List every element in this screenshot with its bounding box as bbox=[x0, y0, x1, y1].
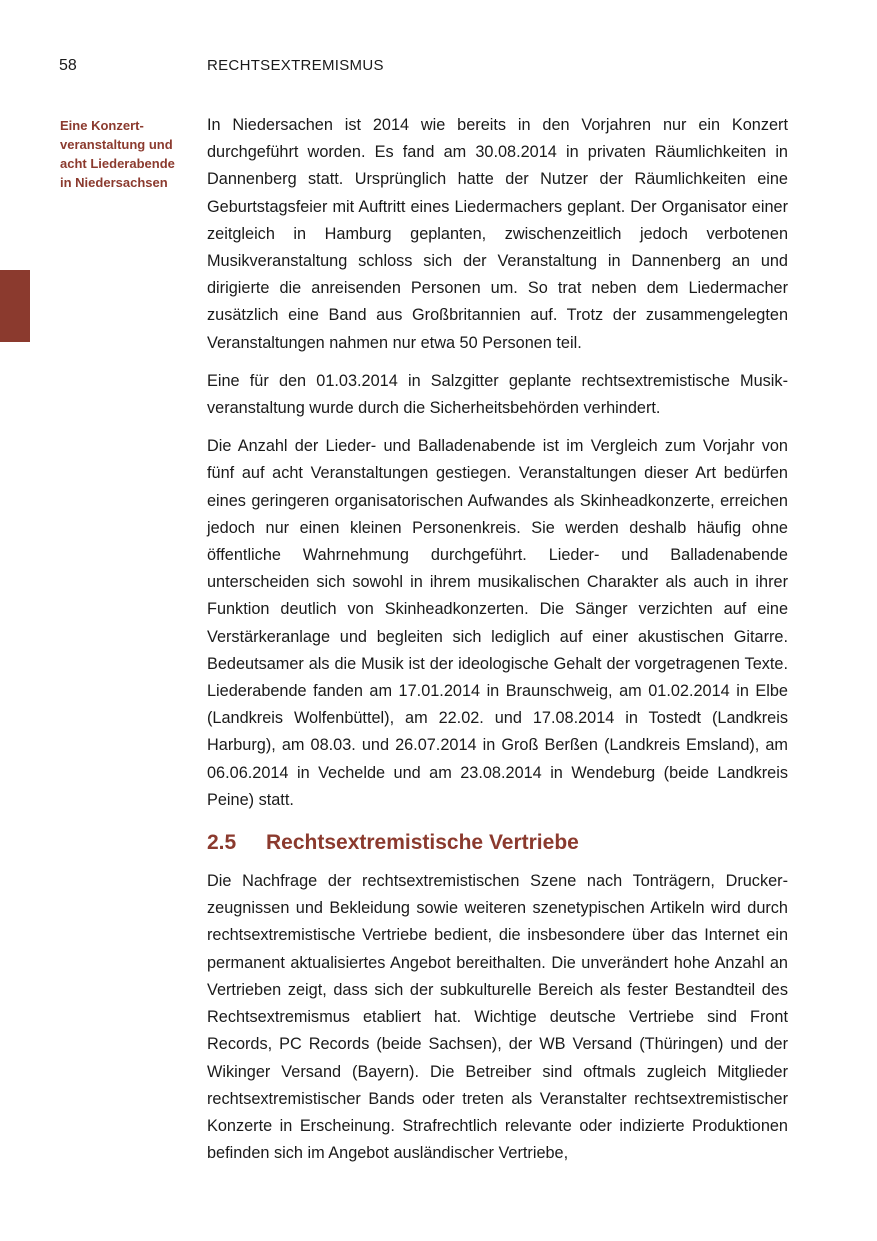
paragraph-concert: In Niedersachen ist 2014 wie bereits in den Vorjahren nur ein Konzert durchgeführt worden. Es fand am 30.08.2014 in privaten Räumlichkeiten in Dannenberg statt. Ursprünglich hatte der Nutzer der Räumlichkeiten eine Geburtstagsfeier mit Auftritt eines Liedermachers geplant. Der Organisator einer zeitgleich in Hamburg geplanten, zwischenzeitlich jedoch verbotenen Musikveranstaltung schloss sich der Veranstaltung in Dannenberg an und dirigierte die anreisenden Personen um. So trat neben dem Liedermacher zusätzlich eine Band aus Großbritannien auf. Trotz der zusammengelegten Veranstaltungen nahmen nur etwa 50 Personen teil. bbox=[207, 116, 788, 352]
page-number: 58 bbox=[59, 57, 77, 74]
body-text bbox=[207, 112, 788, 1178]
running-title: RECHTSEXTREMISMUS bbox=[207, 57, 384, 74]
section-heading bbox=[207, 828, 788, 858]
paragraph-vertriebe: Die Nachfrage der rechtsextremistischen Szene nach Tonträgern, Druckerzeugnissen und Bekleidung sowie weiteren szenetypischen Artikeln wird durch rechtsextremistische Vertriebe bedient, die insbesondere über das Internet ein permanent aktualisiertes Angebot bereithalten. Die unverändert hohe Anzahl an Vertrieben zeigt, dass sich der subkulturelle Bereich als fester Bestandteil des Rechtsextremismus etabliert hat. Wichtige deutsche Vertriebe sind Front Records, PC Records (beide Sachsen), der WB Versand (Thüringen) und der Wikinger Versand (Bayern). Die Betreiber sind oftmals zugleich Mitglieder rechtsextremistischer Bands oder treten als Veranstalter rechtsextremistischer Konzerte in Erscheinung. Strafrechtlich relevante oder indizierte Produktionen befinden sich im Angebot ausländischer Vertriebe, bbox=[207, 872, 788, 1163]
margin-note: Eine Konzertveranstaltung und acht Liederabende in Niedersachsen bbox=[60, 118, 175, 190]
paragraph-salzgitter: Eine für den 01.03.2014 in Salzgitter geplante rechtsextremistische Musikveranstaltung wurde durch die Sicherheitsbehörden verhindert. bbox=[207, 371, 788, 418]
section-number: 2.5 bbox=[207, 831, 237, 855]
chapter-thumb-tab bbox=[0, 270, 30, 342]
paragraph-liederabende: Die Anzahl der Lieder- und Balladenabende ist im Vergleich zum Vorjahr von fünf auf acht Veranstaltungen gestiegen. Veranstaltungen dieser Art bedürfen eines geringeren organisatorischen Aufwandes als Skinheadkonzerte, erreichen jedoch nur einen kleinen Personenkreis. Sie werden deshalb häufig ohne öffentliche Wahrnehmung durchgeführt. Lieder- und Balladenabende unterscheiden sich sowohl in ihrem musikalischen Charakter als auch in ihrer Funktion deutlich von Skinheadkonzerten. Die Sänger verzichten auf eine Verstärkeranlage und begleiten sich lediglich auf einer akustischen Gitarre. Bedeutsamer als die Musik ist der ideologische Gehalt der vorgetragenen Texte. Liederabende fanden am 17.01.2014 in Braunschweig, am 01.02.2014 in Elbe (Landkreis Wolfenbüttel), am 22.02. und 17.08.2014 in Tostedt (Landkreis Harburg), am 08.03. und 26.07.2014 in Groß Berßen (Landkreis Emsland), am 06.06.2014 in Vechelde und am 23.08.2014 in Wendeburg (beide Landkreis Peine) statt. bbox=[207, 437, 788, 809]
section-title: Rechtsextremistische Vertriebe bbox=[266, 831, 579, 855]
